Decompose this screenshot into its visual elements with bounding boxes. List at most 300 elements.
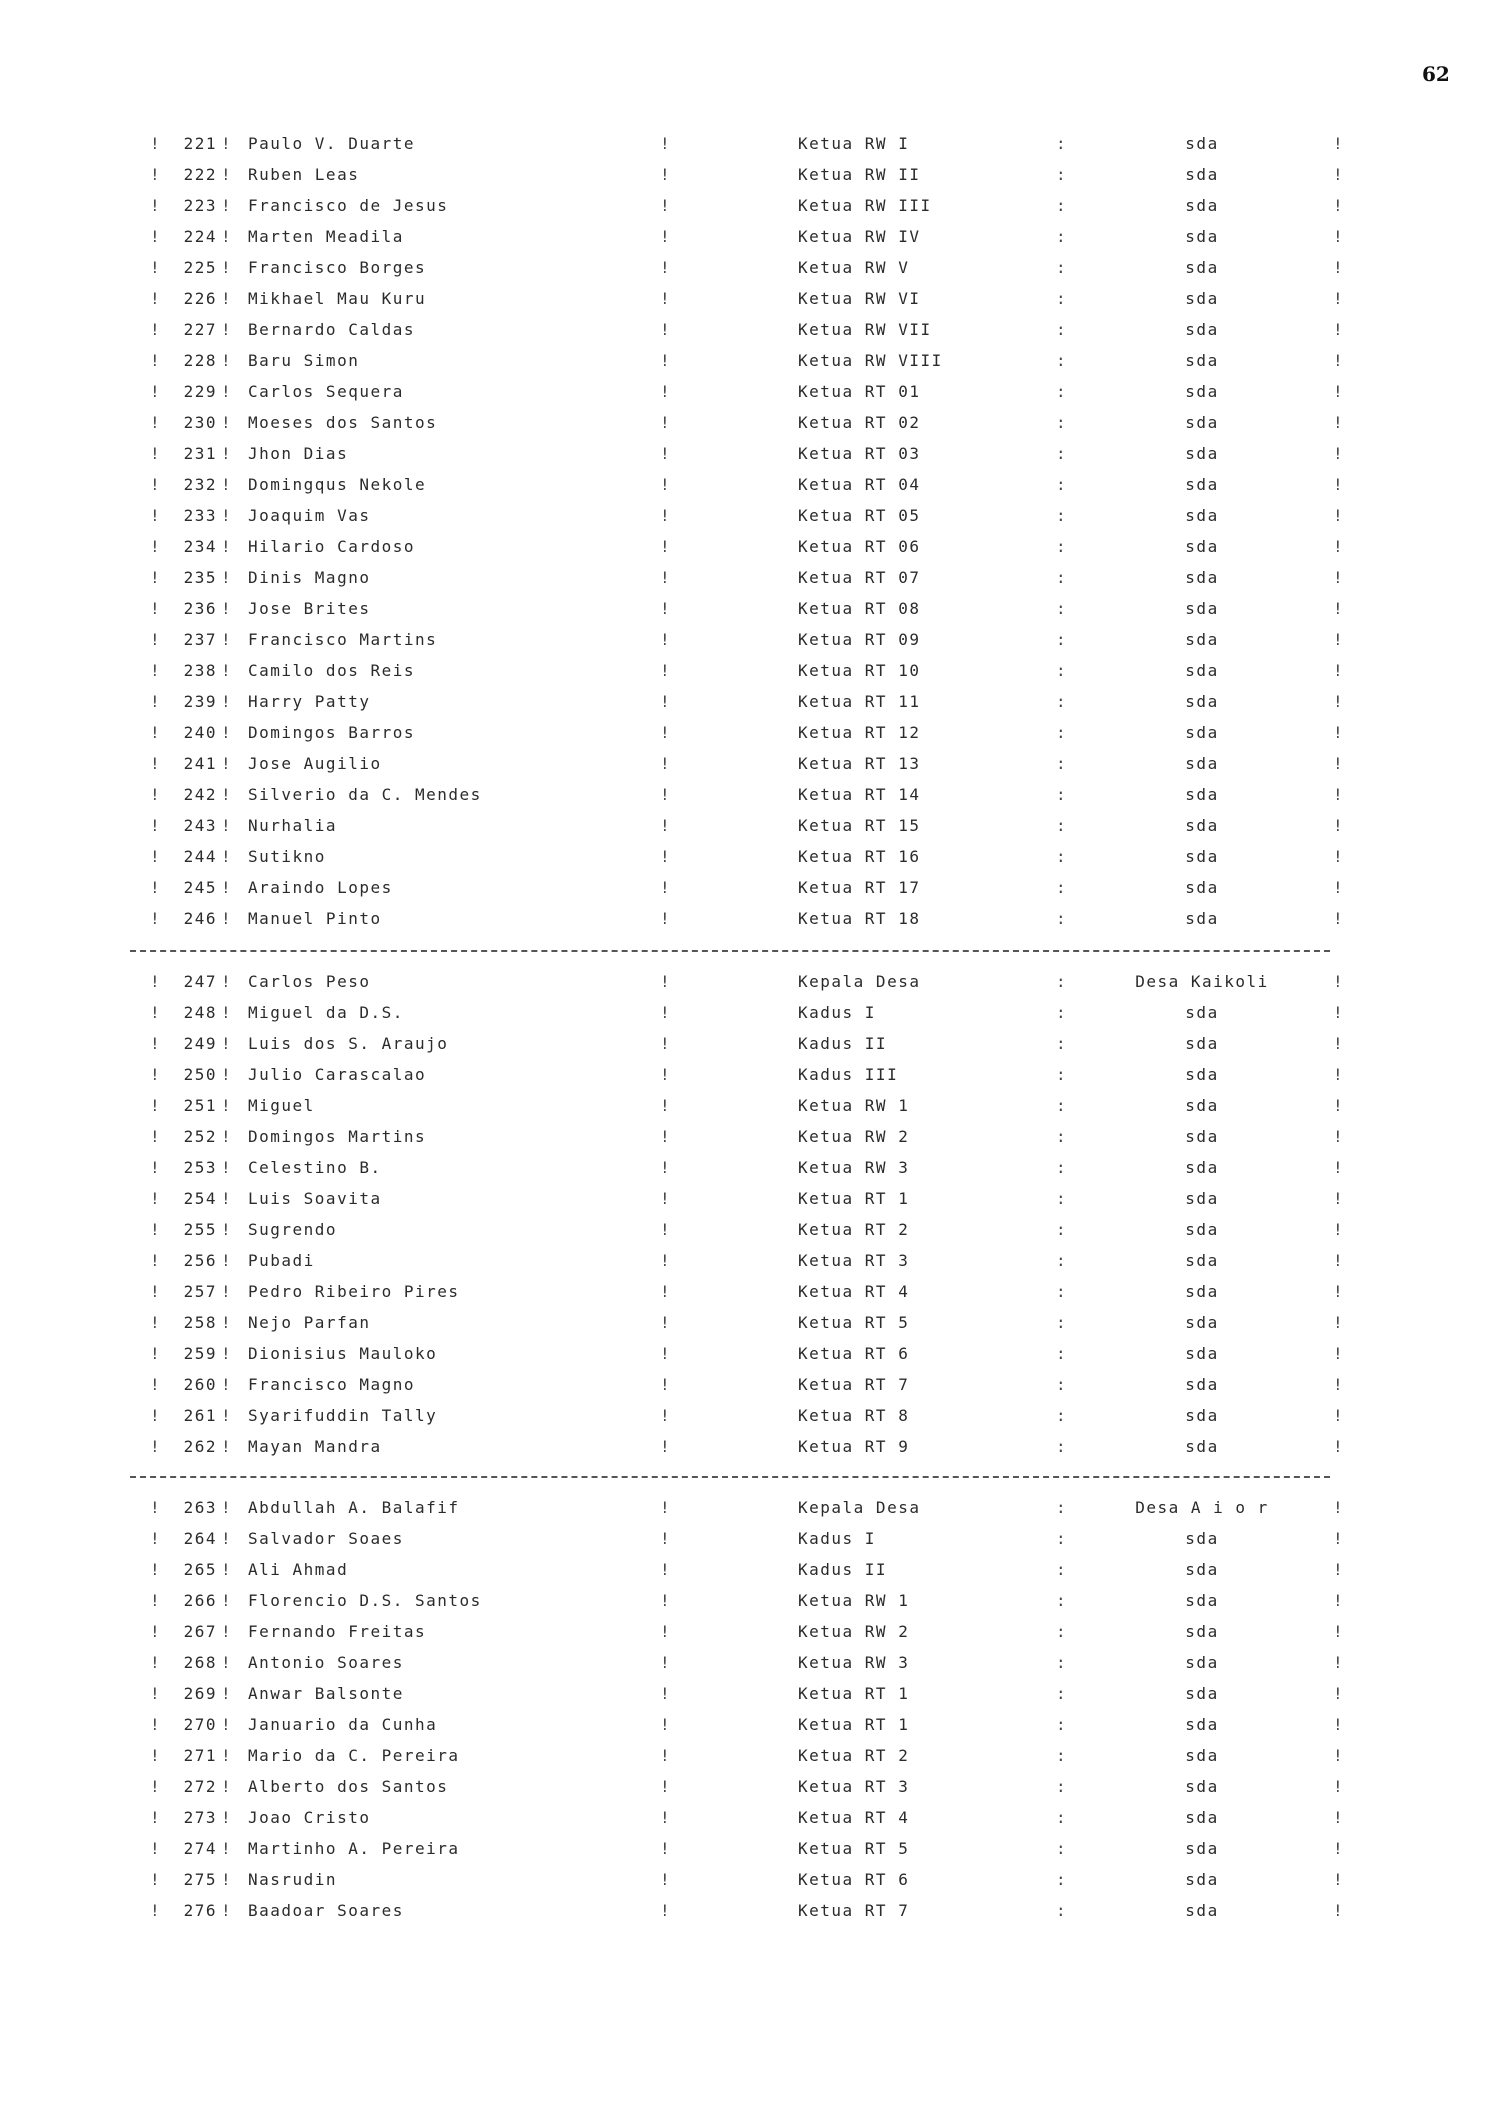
column-separator: ! [1333, 1560, 1345, 1579]
column-separator: ! [660, 320, 672, 339]
column-separator: ! [221, 258, 233, 277]
column-separator: ! [150, 754, 162, 773]
position-title: Ketua RW IV [798, 227, 921, 246]
table-row [0, 345, 1500, 376]
column-separator: ! [221, 599, 233, 618]
village-name: sda [1185, 1777, 1219, 1796]
column-separator: ! [660, 754, 672, 773]
member-name: Jose Brites [248, 599, 371, 618]
column-separator: : [1056, 1437, 1068, 1456]
village-name: sda [1185, 1591, 1219, 1610]
column-separator: : [1056, 475, 1068, 494]
position-title: Ketua RT 14 [798, 785, 921, 804]
column-separator: ! [221, 1653, 233, 1672]
row-number: 243 [183, 816, 217, 835]
section-desa-aior [0, 1492, 1500, 1926]
member-name: Nurhalia [248, 816, 338, 835]
column-separator: ! [1333, 227, 1345, 246]
column-separator: ! [1333, 1313, 1345, 1332]
member-name: Harry Patty [248, 692, 371, 711]
village-name: sda [1185, 289, 1219, 308]
member-name: Anwar Balsonte [248, 1684, 404, 1703]
row-number: 263 [183, 1498, 217, 1517]
column-separator: ! [1333, 1406, 1345, 1425]
column-separator: ! [1333, 134, 1345, 153]
column-separator: ! [150, 1406, 162, 1425]
table-row [0, 190, 1500, 221]
page-number: 62 [1422, 62, 1450, 86]
column-separator: ! [1333, 444, 1345, 463]
column-separator: ! [150, 289, 162, 308]
row-number: 264 [183, 1529, 217, 1548]
column-separator: ! [660, 475, 672, 494]
column-separator: ! [150, 1096, 162, 1115]
village-name: sda [1185, 1437, 1219, 1456]
column-separator: : [1056, 1870, 1068, 1889]
column-separator: ! [150, 692, 162, 711]
column-separator: : [1056, 599, 1068, 618]
column-separator: : [1056, 630, 1068, 649]
column-separator: ! [1333, 723, 1345, 742]
column-separator: ! [1333, 630, 1345, 649]
column-separator: ! [221, 1096, 233, 1115]
table-row [0, 779, 1500, 810]
position-title: Ketua RT 1 [798, 1715, 910, 1734]
village-name: sda [1185, 1096, 1219, 1115]
position-title: Ketua RW VI [798, 289, 921, 308]
column-separator: : [1056, 1591, 1068, 1610]
column-separator: ! [1333, 909, 1345, 928]
column-separator: ! [221, 1777, 233, 1796]
column-separator: ! [150, 630, 162, 649]
column-separator: ! [660, 1375, 672, 1394]
member-name: Julio Carascalao [248, 1065, 427, 1084]
column-separator: ! [150, 506, 162, 525]
village-name: sda [1185, 537, 1219, 556]
column-separator: : [1056, 1375, 1068, 1394]
position-title: Ketua RT 2 [798, 1746, 910, 1765]
column-separator: ! [150, 258, 162, 277]
member-name: Pedro Ribeiro Pires [248, 1282, 460, 1301]
column-separator: ! [1333, 1591, 1345, 1610]
village-name: sda [1185, 382, 1219, 401]
village-name: sda [1185, 1375, 1219, 1394]
column-separator: ! [150, 568, 162, 587]
column-separator: ! [660, 599, 672, 618]
position-title: Ketua RW 2 [798, 1622, 910, 1641]
member-name: Camilo dos Reis [248, 661, 415, 680]
column-separator: ! [660, 1127, 672, 1146]
column-separator: ! [660, 1591, 672, 1610]
column-separator: : [1056, 1189, 1068, 1208]
position-title: Ketua RT 1 [798, 1684, 910, 1703]
column-separator: : [1056, 227, 1068, 246]
column-separator: : [1056, 692, 1068, 711]
position-title: Ketua RW 1 [798, 1591, 910, 1610]
row-number: 257 [183, 1282, 217, 1301]
column-separator: ! [150, 1189, 162, 1208]
column-separator: ! [660, 1251, 672, 1270]
column-separator: ! [1333, 382, 1345, 401]
column-separator: ! [660, 878, 672, 897]
row-number: 255 [183, 1220, 217, 1239]
row-number: 251 [183, 1096, 217, 1115]
village-name: sda [1185, 351, 1219, 370]
table-row [0, 1709, 1500, 1740]
column-separator: ! [660, 227, 672, 246]
position-title: Ketua RW 2 [798, 1127, 910, 1146]
table-row [0, 717, 1500, 748]
column-separator: ! [1333, 847, 1345, 866]
column-separator: ! [1333, 1251, 1345, 1270]
column-separator: ! [221, 227, 233, 246]
column-separator: ! [150, 1158, 162, 1177]
column-separator: ! [150, 1591, 162, 1610]
table-row [0, 1183, 1500, 1214]
table-row [0, 221, 1500, 252]
row-number: 269 [183, 1684, 217, 1703]
column-separator: ! [221, 1375, 233, 1394]
column-separator: ! [660, 785, 672, 804]
village-name: sda [1185, 258, 1219, 277]
column-separator: ! [1333, 1622, 1345, 1641]
row-number: 237 [183, 630, 217, 649]
column-separator: ! [221, 1746, 233, 1765]
row-number: 267 [183, 1622, 217, 1641]
village-name: sda [1185, 196, 1219, 215]
table-row [0, 624, 1500, 655]
column-separator: ! [1333, 1437, 1345, 1456]
position-title: Kadus II [798, 1560, 888, 1579]
member-name: Miguel da D.S. [248, 1003, 404, 1022]
member-name: Sutikno [248, 847, 326, 866]
column-separator: ! [660, 661, 672, 680]
village-name: sda [1185, 1127, 1219, 1146]
section-divider [130, 950, 1330, 952]
column-separator: ! [1333, 1375, 1345, 1394]
table-row [0, 376, 1500, 407]
village-name: sda [1185, 909, 1219, 928]
village-name: sda [1185, 785, 1219, 804]
column-separator: : [1056, 1622, 1068, 1641]
column-separator: ! [660, 196, 672, 215]
table-row [0, 314, 1500, 345]
table-row [0, 1833, 1500, 1864]
member-name: Jose Augilio [248, 754, 382, 773]
column-separator: ! [660, 1158, 672, 1177]
row-number: 271 [183, 1746, 217, 1765]
column-separator: ! [221, 506, 233, 525]
column-separator: ! [660, 723, 672, 742]
position-title: Ketua RT 4 [798, 1808, 910, 1827]
column-separator: ! [660, 692, 672, 711]
member-name: Nejo Parfan [248, 1313, 371, 1332]
row-number: 242 [183, 785, 217, 804]
position-title: Ketua RT 18 [798, 909, 921, 928]
column-separator: ! [150, 723, 162, 742]
member-name: Florencio D.S. Santos [248, 1591, 482, 1610]
column-separator: ! [1333, 1777, 1345, 1796]
member-name: Sugrendo [248, 1220, 338, 1239]
position-title: Ketua RT 6 [798, 1870, 910, 1889]
member-name: Dionisius Mauloko [248, 1344, 438, 1363]
column-separator: : [1056, 1406, 1068, 1425]
column-separator: : [1056, 1777, 1068, 1796]
column-separator: ! [660, 816, 672, 835]
position-title: Ketua RT 05 [798, 506, 921, 525]
column-separator: : [1056, 1003, 1068, 1022]
column-separator: ! [221, 1034, 233, 1053]
table-row [0, 1276, 1500, 1307]
position-title: Ketua RT 09 [798, 630, 921, 649]
village-name: Desa Kaikoli [1135, 972, 1269, 991]
column-separator: ! [660, 537, 672, 556]
column-separator: ! [660, 382, 672, 401]
position-title: Ketua RT 03 [798, 444, 921, 463]
column-separator: ! [1333, 1684, 1345, 1703]
position-title: Ketua RT 04 [798, 475, 921, 494]
column-separator: ! [221, 1344, 233, 1363]
column-separator: ! [221, 537, 233, 556]
member-name: Paulo V. Duarte [248, 134, 415, 153]
position-title: Ketua RW 1 [798, 1096, 910, 1115]
column-separator: ! [221, 1406, 233, 1425]
column-separator: ! [221, 1437, 233, 1456]
village-name: sda [1185, 692, 1219, 711]
row-number: 241 [183, 754, 217, 773]
table-row [0, 1121, 1500, 1152]
village-name: sda [1185, 1344, 1219, 1363]
column-separator: ! [660, 568, 672, 587]
column-separator: ! [221, 1003, 233, 1022]
column-separator: ! [221, 1251, 233, 1270]
column-separator: : [1056, 382, 1068, 401]
column-separator: : [1056, 785, 1068, 804]
position-title: Kadus I [798, 1003, 876, 1022]
row-number: 276 [183, 1901, 217, 1920]
column-separator: ! [221, 382, 233, 401]
village-name: sda [1185, 506, 1219, 525]
column-separator: ! [1333, 692, 1345, 711]
column-separator: ! [150, 413, 162, 432]
column-separator: ! [150, 1498, 162, 1517]
village-name: sda [1185, 1065, 1219, 1084]
row-number: 244 [183, 847, 217, 866]
table-row [0, 1523, 1500, 1554]
position-title: Ketua RW I [798, 134, 910, 153]
row-number: 248 [183, 1003, 217, 1022]
position-title: Ketua RT 7 [798, 1901, 910, 1920]
column-separator: ! [221, 165, 233, 184]
column-separator: : [1056, 196, 1068, 215]
column-separator: ! [660, 1344, 672, 1363]
column-separator: ! [150, 165, 162, 184]
row-number: 249 [183, 1034, 217, 1053]
row-number: 272 [183, 1777, 217, 1796]
row-number: 247 [183, 972, 217, 991]
row-number: 239 [183, 692, 217, 711]
column-separator: : [1056, 289, 1068, 308]
column-separator: ! [150, 972, 162, 991]
position-title: Ketua RT 12 [798, 723, 921, 742]
column-separator: ! [1333, 878, 1345, 897]
row-number: 268 [183, 1653, 217, 1672]
column-separator: ! [1333, 506, 1345, 525]
village-name: sda [1185, 1746, 1219, 1765]
village-name: sda [1185, 754, 1219, 773]
column-separator: : [1056, 1653, 1068, 1672]
column-separator: ! [221, 878, 233, 897]
column-separator: ! [660, 351, 672, 370]
position-title: Ketua RT 15 [798, 816, 921, 835]
row-number: 273 [183, 1808, 217, 1827]
column-separator: ! [660, 1065, 672, 1084]
row-number: 270 [183, 1715, 217, 1734]
position-title: Ketua RW 3 [798, 1158, 910, 1177]
column-separator: ! [150, 1065, 162, 1084]
column-separator: ! [221, 320, 233, 339]
row-number: 231 [183, 444, 217, 463]
column-separator: ! [150, 878, 162, 897]
table-row [0, 500, 1500, 531]
row-number: 228 [183, 351, 217, 370]
column-separator: : [1056, 1065, 1068, 1084]
column-separator: ! [660, 506, 672, 525]
column-separator: ! [1333, 1034, 1345, 1053]
column-separator: : [1056, 351, 1068, 370]
column-separator: ! [660, 1808, 672, 1827]
column-separator: ! [221, 1158, 233, 1177]
member-name: Antonio Soares [248, 1653, 404, 1672]
column-separator: : [1056, 1901, 1068, 1920]
column-separator: : [1056, 1344, 1068, 1363]
village-name: sda [1185, 475, 1219, 494]
position-title: Ketua RW VII [798, 320, 932, 339]
column-separator: ! [660, 1653, 672, 1672]
column-separator: ! [1333, 475, 1345, 494]
row-number: 254 [183, 1189, 217, 1208]
table-row [0, 748, 1500, 779]
position-title: Ketua RW 3 [798, 1653, 910, 1672]
column-separator: ! [221, 568, 233, 587]
table-row [0, 966, 1500, 997]
column-separator: ! [1333, 537, 1345, 556]
row-number: 275 [183, 1870, 217, 1889]
village-name: sda [1185, 1220, 1219, 1239]
table-row [0, 1431, 1500, 1462]
member-name: Bernardo Caldas [248, 320, 415, 339]
column-separator: ! [221, 289, 233, 308]
column-separator: ! [1333, 1127, 1345, 1146]
village-name: sda [1185, 444, 1219, 463]
column-separator: : [1056, 506, 1068, 525]
column-separator: ! [1333, 785, 1345, 804]
row-number: 252 [183, 1127, 217, 1146]
position-title: Kadus III [798, 1065, 899, 1084]
position-title: Ketua RT 07 [798, 568, 921, 587]
member-name: Ali Ahmad [248, 1560, 349, 1579]
row-number: 274 [183, 1839, 217, 1858]
member-name: Alberto dos Santos [248, 1777, 449, 1796]
row-number: 233 [183, 506, 217, 525]
position-title: Ketua RT 7 [798, 1375, 910, 1394]
table-row [0, 841, 1500, 872]
column-separator: ! [221, 1560, 233, 1579]
member-name: Baadoar Soares [248, 1901, 404, 1920]
position-title: Ketua RT 08 [798, 599, 921, 618]
column-separator: : [1056, 165, 1068, 184]
row-number: 235 [183, 568, 217, 587]
column-separator: : [1056, 661, 1068, 680]
member-name: Syarifuddin Tally [248, 1406, 438, 1425]
column-separator: ! [660, 909, 672, 928]
member-name: Mayan Mandra [248, 1437, 382, 1456]
column-separator: : [1056, 909, 1068, 928]
member-name: Baru Simon [248, 351, 360, 370]
section-desa-1 [0, 128, 1500, 934]
table-row [0, 128, 1500, 159]
column-separator: ! [221, 1870, 233, 1889]
column-separator: ! [1333, 351, 1345, 370]
column-separator: ! [221, 351, 233, 370]
column-separator: ! [150, 1808, 162, 1827]
column-separator: ! [150, 1622, 162, 1641]
village-name: sda [1185, 1282, 1219, 1301]
column-separator: ! [150, 1003, 162, 1022]
position-title: Ketua RT 2 [798, 1220, 910, 1239]
table-row [0, 1492, 1500, 1523]
column-separator: ! [660, 165, 672, 184]
section-divider [130, 1476, 1330, 1478]
position-title: Ketua RT 3 [798, 1251, 910, 1270]
table-row [0, 686, 1500, 717]
position-title: Ketua RW III [798, 196, 932, 215]
table-row [0, 1616, 1500, 1647]
column-separator: : [1056, 1158, 1068, 1177]
row-number: 259 [183, 1344, 217, 1363]
member-name: Manuel Pinto [248, 909, 382, 928]
column-separator: : [1056, 320, 1068, 339]
column-separator: ! [660, 134, 672, 153]
column-separator: ! [221, 1591, 233, 1610]
column-separator: : [1056, 413, 1068, 432]
column-separator: ! [150, 1251, 162, 1270]
column-separator: : [1056, 1808, 1068, 1827]
column-separator: ! [660, 972, 672, 991]
column-separator: ! [1333, 1653, 1345, 1672]
column-separator: ! [150, 1375, 162, 1394]
column-separator: ! [221, 723, 233, 742]
table-row [0, 1059, 1500, 1090]
column-separator: ! [150, 1313, 162, 1332]
column-separator: ! [1333, 754, 1345, 773]
column-separator: ! [150, 1529, 162, 1548]
column-separator: ! [1333, 1220, 1345, 1239]
position-title: Kepala Desa [798, 972, 921, 991]
column-separator: : [1056, 1313, 1068, 1332]
member-name: Mikhael Mau Kuru [248, 289, 427, 308]
village-name: sda [1185, 723, 1219, 742]
row-number: 226 [183, 289, 217, 308]
column-separator: ! [150, 1220, 162, 1239]
column-separator: ! [150, 1034, 162, 1053]
column-separator: ! [221, 692, 233, 711]
column-separator: ! [150, 1437, 162, 1456]
column-separator: ! [150, 661, 162, 680]
column-separator: ! [1333, 1282, 1345, 1301]
column-separator: ! [221, 847, 233, 866]
column-separator: ! [660, 1096, 672, 1115]
